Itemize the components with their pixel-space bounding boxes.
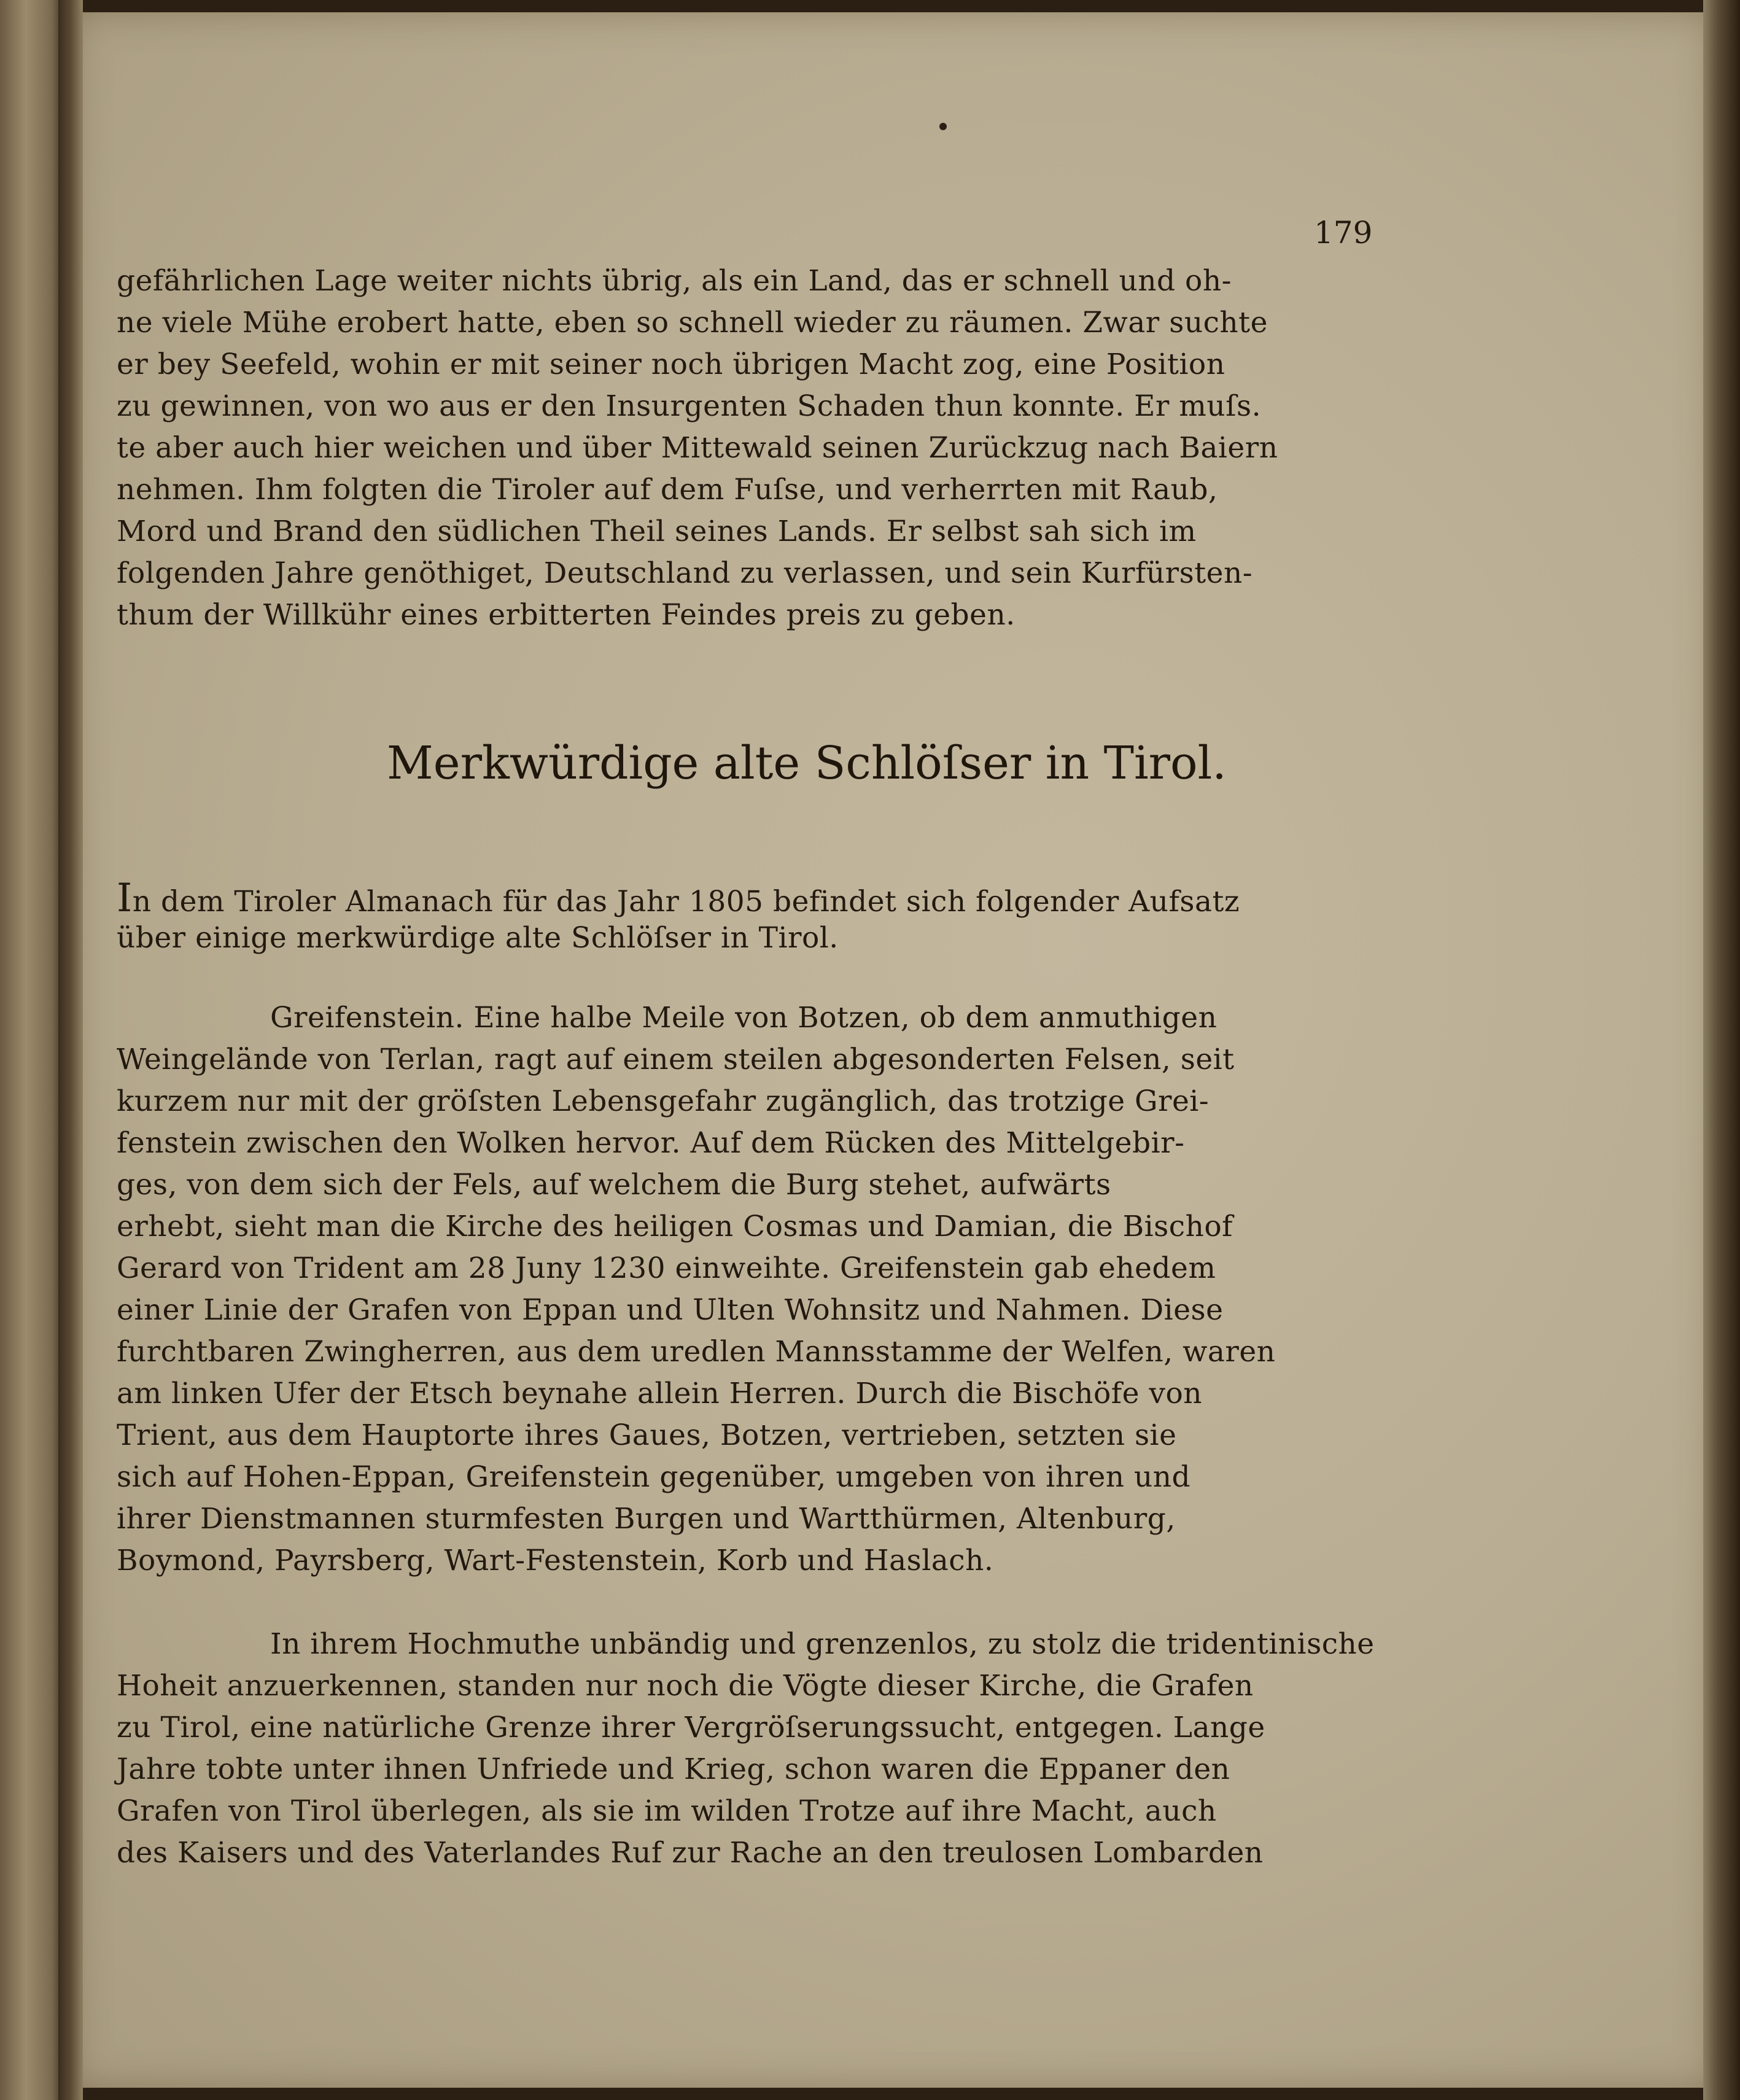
paragraph-3-line: furchtbaren Zwingherren, aus dem uredlen Mannsstamme der Welfen, waren xyxy=(117,1335,1276,1369)
paragraph-2-first-line-text: n dem Tiroler Almanach für das Jahr 1805 befindet sich folgender Aufsatz xyxy=(132,885,1240,919)
paragraph-1-line: te aber auch hier weichen und über Mittewald seinen Zurückzug nach Baiern xyxy=(117,431,1278,465)
paragraph-4-line: des Kaisers und des Vaterlandes Ruf zur Rache an den treulosen Lombarden xyxy=(117,1836,1264,1870)
paragraph-3-line: kurzem nur mit der gröſsten Lebensgefahr zugänglich, das trotzige Grei- xyxy=(117,1084,1210,1118)
facing-page-edge xyxy=(0,0,64,2100)
paragraph-1-line: zu gewinnen, von wo aus er den Insurgenten Schaden thun konnte. Er muſs. xyxy=(117,389,1262,423)
paragraph-3-line: ihrer Dienstmannen sturmfesten Burgen und Wartthürmen, Altenburg, xyxy=(117,1502,1176,1536)
paragraph-4-line: Grafen von Tirol überlegen, als sie im wilden Trotze auf ihre Macht, auch xyxy=(117,1794,1217,1828)
paragraph-1-line: folgenden Jahre genöthiget, Deutschland zu verlassen, und sein Kurfürsten- xyxy=(117,556,1253,590)
paragraph-4-line: zu Tirol, eine natürliche Grenze ihrer Vergröſserungssucht, entgegen. Lange xyxy=(117,1711,1265,1744)
paragraph-3-line: Gerard von Trident am 28 Juny 1230 einweihte. Greifenstein gab ehedem xyxy=(117,1251,1216,1285)
paragraph-4-line: In ihrem Hochmuthe unbändig und grenzenlos, zu stolz die tridentinische xyxy=(270,1627,1375,1661)
page-edge-shadow xyxy=(1703,0,1740,2100)
paragraph-4-line: Hoheit anzuerkennen, standen nur noch die Vögte dieser Kirche, die Grafen xyxy=(117,1669,1254,1703)
paragraph-initial: I xyxy=(117,876,133,921)
paragraph-1-line: Mord und Brand den südlichen Theil seines Lands. Er selbst sah sich im xyxy=(117,515,1197,548)
page-number: 179 xyxy=(1314,215,1373,251)
paragraph-4-line: Jahre tobte unter ihnen Unfriede und Krieg, schon waren die Eppaner den xyxy=(117,1752,1230,1786)
paragraph-1-line: thum der Willkühr eines erbitterten Feindes preis zu geben. xyxy=(117,598,1016,632)
paragraph-3-line: fenstein zwischen den Wolken hervor. Auf dem Rücken des Mittelgebir- xyxy=(117,1126,1185,1160)
paragraph-3-line: sich auf Hohen-Eppan, Greifenstein gegenüber, umgeben von ihren und xyxy=(117,1460,1191,1494)
paragraph-3-line: am linken Ufer der Etsch beynahe allein Herren. Durch die Bischöfe von xyxy=(117,1377,1203,1410)
paragraph-1-line: ne viele Mühe erobert hatte, eben so schnell wieder zu räumen. Zwar suchte xyxy=(117,306,1268,340)
paragraph-1-line: nehmen. Ihm folgten die Tiroler auf dem Fuſse, und verherrten mit Raub, xyxy=(117,473,1218,507)
paragraph-3-line: Trient, aus dem Hauptorte ihres Gaues, Botzen, vertrieben, setzten sie xyxy=(117,1418,1177,1452)
print-speck xyxy=(939,123,947,130)
paragraph-1-line: er bey Seefeld, wohin er mit seiner noch übrigen Macht zog, eine Position xyxy=(117,348,1225,381)
paragraph-2-first-line xyxy=(117,876,1240,921)
paragraph-3-line: ges, von dem sich der Fels, auf welchem die Burg stehet, aufwärts xyxy=(117,1168,1111,1202)
paragraph-3-line: Greifenstein. Eine halbe Meile von Botzen, ob dem anmuthigen xyxy=(270,1001,1218,1035)
paragraph-3-line: Weingelände von Terlan, ragt auf einem steilen abgesonderten Felsen, seit xyxy=(117,1043,1235,1076)
section-heading: Merkwürdige alte Schlöſser in Tirol. xyxy=(387,737,1227,790)
paragraph-2-line: über einige merkwürdige alte Schlöſser in Tirol. xyxy=(117,921,839,955)
paragraph-3-line: erhebt, sieht man die Kirche des heiligen Cosmas und Damian, die Bischof xyxy=(117,1210,1233,1243)
book-gutter xyxy=(58,0,83,2100)
paragraph-1-line: gefährlichen Lage weiter nichts übrig, als ein Land, das er schnell und oh- xyxy=(117,264,1232,298)
paragraph-3-line: einer Linie der Grafen von Eppan und Ulten Wohnsitz und Nahmen. Diese xyxy=(117,1293,1224,1327)
paragraph-3-line: Boymond, Payrsberg, Wart-Festenstein, Korb und Haslach. xyxy=(117,1544,994,1577)
